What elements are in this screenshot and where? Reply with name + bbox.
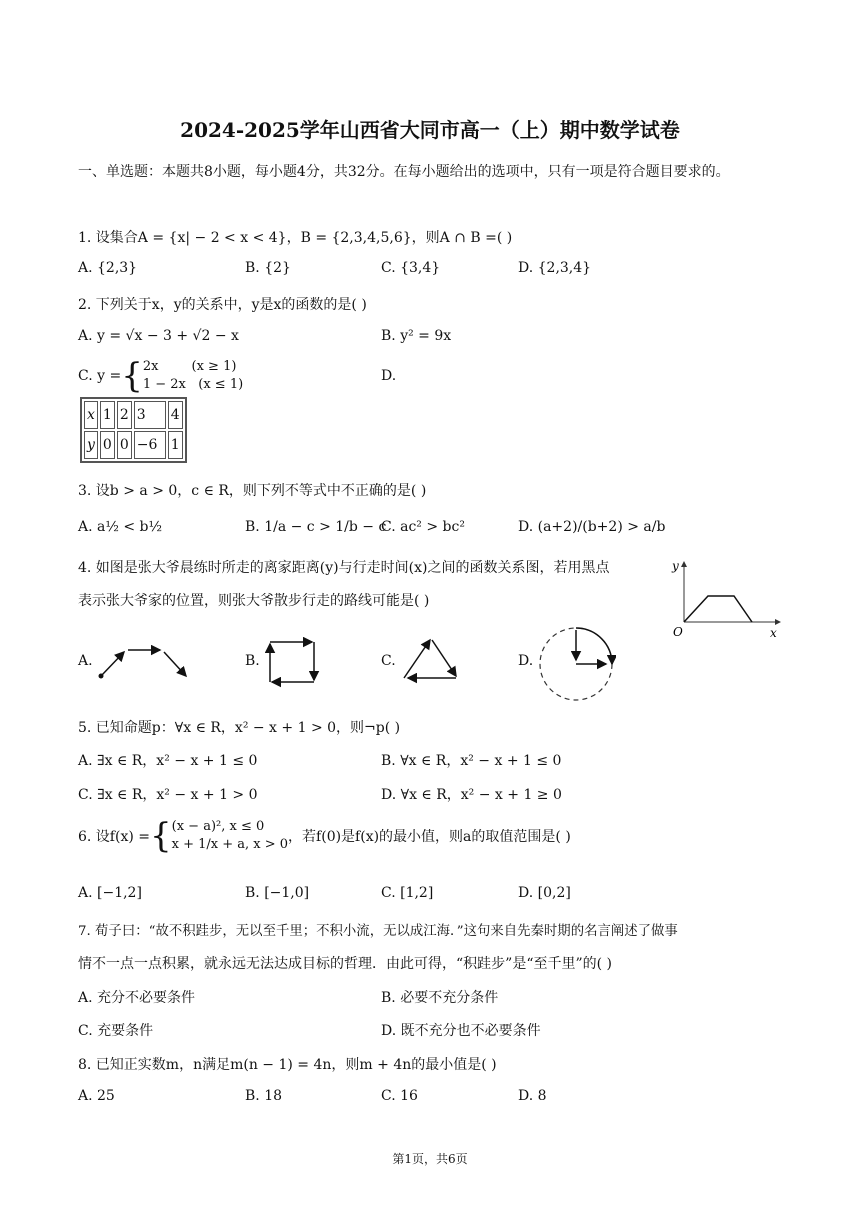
graph-curve <box>684 596 752 622</box>
table-row <box>84 401 183 429</box>
table-cell: 0 <box>100 431 115 459</box>
question-8-stem: 8. 已知正实数m，n满足m(n − 1) = 4n，则m + 4n的最小值是( ) <box>78 1057 497 1073</box>
table-cell: −6 <box>134 431 166 459</box>
page-footer: 第1页，共6页 <box>392 1152 468 1166</box>
q1-option-d: D. {2,3,4} <box>518 260 592 276</box>
graph-y-label: y <box>672 559 679 573</box>
q7-option-d: D. 既不充分也不必要条件 <box>381 1023 541 1039</box>
q8-option-d: D. 8 <box>518 1088 547 1104</box>
table-cell: 0 <box>117 431 132 459</box>
q6-option-c: C. [1,2] <box>381 885 434 901</box>
question-7-stem-line-2: 情不一点一点积累，就永远无法达成目标的哲理．由此可得，“积跬步”是“至千里”的( ) <box>78 956 613 972</box>
q4-option-b: B. <box>245 653 260 669</box>
table-cell: y <box>84 431 98 459</box>
q6-option-d: D. [0,2] <box>518 885 571 901</box>
q6-option-b: B. [−1,0] <box>245 885 310 901</box>
q8-option-b: B. 18 <box>245 1088 283 1104</box>
q2-piecewise-line-2: 1 − 2x (x ≤ 1) <box>142 377 244 392</box>
question-4-stem-line-1: 4. 如图是张大爷晨练时所走的离家距离(y)与行走时间(x)之间的函数关系图，若用黑点 <box>78 560 610 576</box>
route-figure-d <box>536 624 616 704</box>
q3-option-d: D. (a+2)/(b+2) > a/b <box>518 519 666 535</box>
q4-option-a: A. <box>78 653 93 669</box>
q6-stem-post: ，若f(0)是f(x)的最小值，则a的取值范围是( ) <box>288 829 571 845</box>
q6-piecewise-line-2: x + 1/x + a, x > 0 <box>171 837 289 852</box>
route-figure-b <box>262 634 322 690</box>
q8-option-a: A. 25 <box>78 1088 115 1104</box>
q7-option-a: A. 充分不必要条件 <box>78 990 196 1006</box>
route-figure-a <box>94 640 190 682</box>
q2-piecewise-line-1: 2x (x ≥ 1) <box>142 359 237 374</box>
table-cell: 1 <box>100 401 115 429</box>
page-title: 2024-2025学年山西省大同市高一（上）期中数学试卷 <box>180 118 680 142</box>
q5-option-c: C. ∃x ∈ R，x² − x + 1 > 0 <box>78 787 258 803</box>
q2-option-d: D. <box>381 368 397 384</box>
q6-stem-pre: 6. 设f(x) = <box>78 829 150 845</box>
table-cell: x <box>84 401 98 429</box>
question-3-stem: 3. 设b > a > 0，c ∈ R，则下列不等式中不正确的是( ) <box>78 483 427 499</box>
q6-piecewise <box>172 818 288 854</box>
q8-option-c: C. 16 <box>381 1088 418 1104</box>
q4-option-d: D. <box>518 653 534 669</box>
q2-option-c <box>78 358 243 394</box>
q7-option-b: B. 必要不充分条件 <box>381 990 499 1006</box>
piecewise-brace: { <box>150 816 172 856</box>
q6-piecewise-line-1: (x − a)², x ≤ 0 <box>171 819 265 834</box>
q1-option-c: C. {3,4} <box>381 260 441 276</box>
table-cell: 1 <box>168 431 183 459</box>
question-5-stem: 5. 已知命题p：∀x ∈ R，x² − x + 1 > 0，则¬p( ) <box>78 720 401 736</box>
q2-option-a: A. y = √x − 3 + √2 − x <box>78 328 239 344</box>
q5-option-d: D. ∀x ∈ R，x² − x + 1 ≥ 0 <box>381 787 562 803</box>
piecewise-brace: { <box>121 356 143 396</box>
q2-option-b: B. y² = 9x <box>381 328 452 344</box>
table-row <box>84 431 183 459</box>
q5-option-a: A. ∃x ∈ R，x² − x + 1 ≤ 0 <box>78 753 258 769</box>
q5-option-b: B. ∀x ∈ R，x² − x + 1 ≤ 0 <box>381 753 562 769</box>
question-2-stem: 2. 下列关于x，y的关系中，y是x的函数的是( ) <box>78 297 367 313</box>
q6-option-a: A. [−1,2] <box>78 885 142 901</box>
q2-option-c-label: C. y = <box>78 368 122 384</box>
graph-origin-label: O <box>673 625 683 639</box>
q3-option-c: C. ac² > bc² <box>381 519 465 535</box>
question-7-stem-line-1: 7. 荀子曰：“故不积跬步，无以至千里；不积小流，无以成江海．”这句来自先秦时期的名言阐述了做事 <box>78 924 678 939</box>
q3-option-a: A. a½ < b½ <box>78 519 163 535</box>
q3-option-b: B. 1/a − c > 1/b − c <box>245 519 387 535</box>
route-figure-c <box>398 632 464 686</box>
question-6-stem <box>78 818 571 854</box>
q2-piecewise <box>143 358 243 394</box>
table-cell: 3 <box>134 401 166 429</box>
q4-option-c: C. <box>381 653 396 669</box>
graph-x-label: x <box>770 626 777 640</box>
distance-time-graph <box>668 556 784 642</box>
q7-option-c: C. 充要条件 <box>78 1023 154 1039</box>
table-cell: 4 <box>168 401 183 429</box>
question-4-stem-line-2: 表示张大爷家的位置，则张大爷散步行走的路线可能是( ) <box>78 593 430 609</box>
table-cell: 2 <box>117 401 132 429</box>
question-1-stem: 1. 设集合A = {x| − 2 < x < 4}，B = {2,3,4,5,6}，则A ∩ B =( ) <box>78 230 513 246</box>
section-heading: 一、单选题：本题共8小题，每小题4分，共32分。在每小题给出的选项中，只有一项是符合题目要求的。 <box>78 164 730 180</box>
q1-option-a: A. {2,3} <box>78 260 138 276</box>
q1-option-b: B. {2} <box>245 260 291 276</box>
q2-value-table <box>80 397 187 463</box>
